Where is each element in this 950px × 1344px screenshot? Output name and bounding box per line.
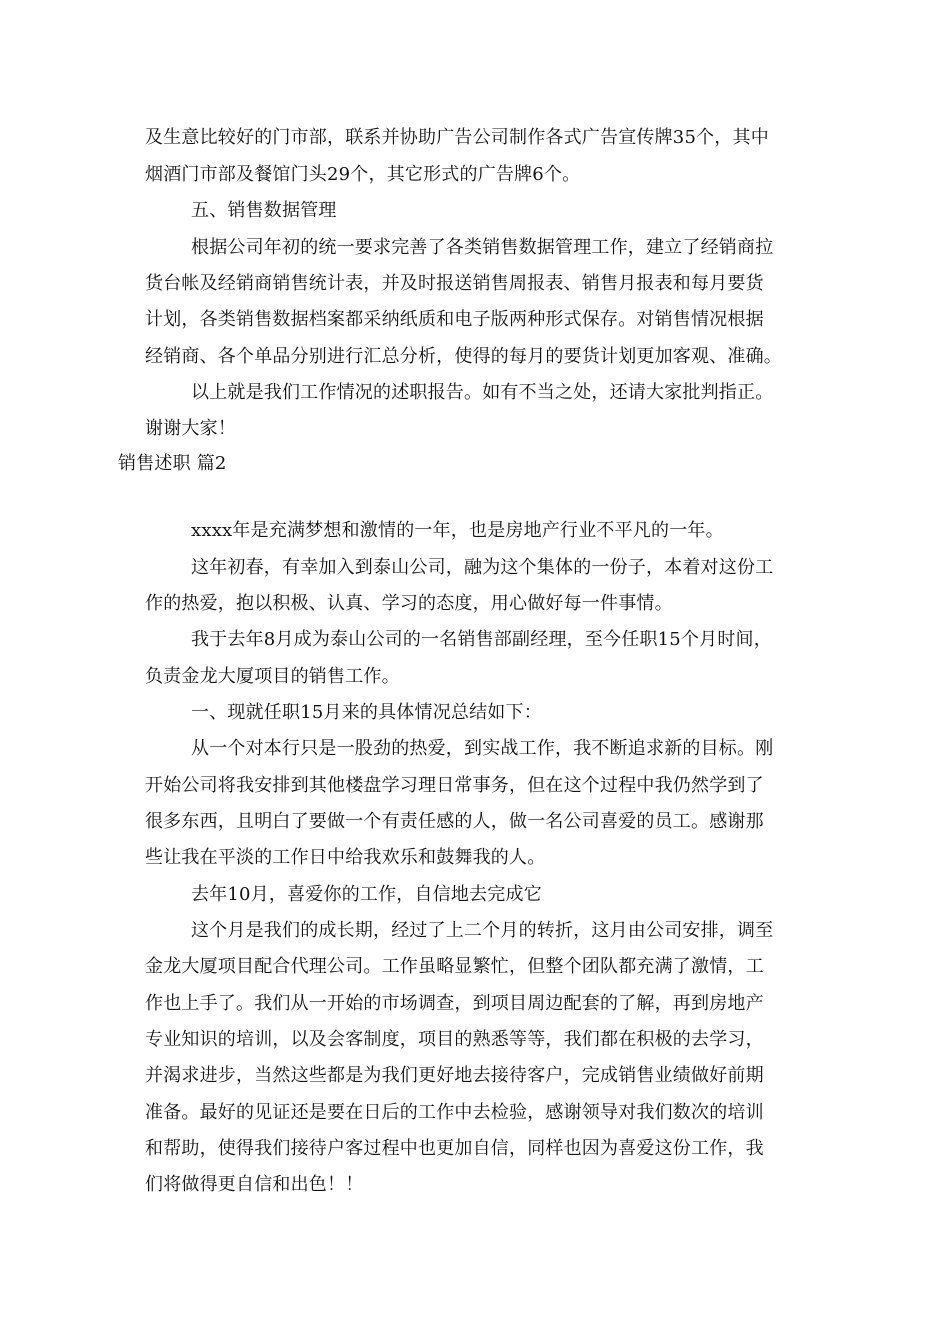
text-line: 准备。最好的见证还是要在日后的工作中去检验，感谢领导对我们数次的培训	[145, 1102, 764, 1123]
text-line: 及生意比较好的门市部，联系并协助广告公司制作各式广告宣传牌35个，其中	[145, 127, 769, 148]
text-line: 作的热爱，抱以积极、认真、学习的态度，用心做好每一件事情。	[145, 593, 673, 614]
text-line: 根据公司年初的统一要求完善了各类销售数据管理工作，建立了经销商拉	[191, 237, 774, 258]
text-line: 货台帐及经销商销售统计表，并及时报送销售周报表、销售月报表和每月要货	[145, 273, 764, 294]
text-line: 并渴求进步，当然这些都是为我们更好地去接待客户，完成销售业绩做好前期	[145, 1065, 764, 1086]
text-line: 开始公司将我安排到其他楼盘学习理日常事务，但在这个过程中我仍然学到了	[145, 775, 764, 796]
text-line: 这年初春，有幸加入到泰山公司，融为这个集体的一份子，本着对这份工	[191, 557, 774, 578]
text-line: 从一个对本行只是一股劲的热爱，到实战工作，我不断追求新的目标。刚	[191, 738, 774, 759]
section-heading: 一、现就任职15月来的具体情况总结如下：	[191, 702, 542, 723]
text-line: 些让我在平淡的工作日中给我欢乐和鼓舞我的人。	[145, 847, 546, 868]
text-line: 金龙大厦项目配合代理公司。工作虽略显繁忙，但整个团队都充满了激情，工	[145, 956, 764, 977]
text-line: 这个月是我们的成长期，经过了上二个月的转折，这月由公司安排，调至	[191, 920, 774, 941]
text-line: 和帮助，使得我们接待户客过程中也更加自信，同样也因为喜爱这份工作，我	[145, 1138, 764, 1159]
text-line: 负责金龙大厦项目的销售工作。	[145, 666, 400, 687]
text-line: 作也上手了。我们从一开始的市场调查，到项目周边配套的了解，再到房地产	[145, 993, 764, 1014]
chapter-title: 销售述职 篇2	[118, 453, 227, 474]
section-heading: 去年10月，喜爱你的工作，自信地去完成它	[191, 884, 542, 905]
text-line: xxxx年是充满梦想和激情的一年，也是房地产行业不平凡的一年。	[191, 520, 724, 541]
text-line: 谢谢大家！	[145, 418, 236, 439]
text-line: 很多东西，且明白了要做一个有责任感的人，做一名公司喜爱的员工。感谢那	[145, 811, 764, 832]
section-heading: 五、销售数据管理	[191, 200, 337, 221]
text-line: 以上就是我们工作情况的述职报告。如有不当之处，还请大家批判指正。	[191, 382, 774, 403]
text-line: 计划，各类销售数据档案都采纳纸质和电子版两种形式保存。对销售情况根据	[145, 309, 764, 330]
text-line: 经销商、各个单品分别进行汇总分析，使得的每月的要货计划更加客观、准确。	[145, 346, 782, 367]
text-line: 专业知识的培训，以及会客制度，项目的熟悉等等，我们都在积极的去学习，	[145, 1029, 764, 1050]
text-line: 烟酒门市部及餐馆门头29个，其它形式的广告牌6个。	[145, 164, 581, 185]
text-line: 们将做得更自信和出色！！	[145, 1174, 364, 1195]
text-line: 我于去年8月成为泰山公司的一名销售部副经理，至今任职15个月时间，	[191, 629, 772, 650]
